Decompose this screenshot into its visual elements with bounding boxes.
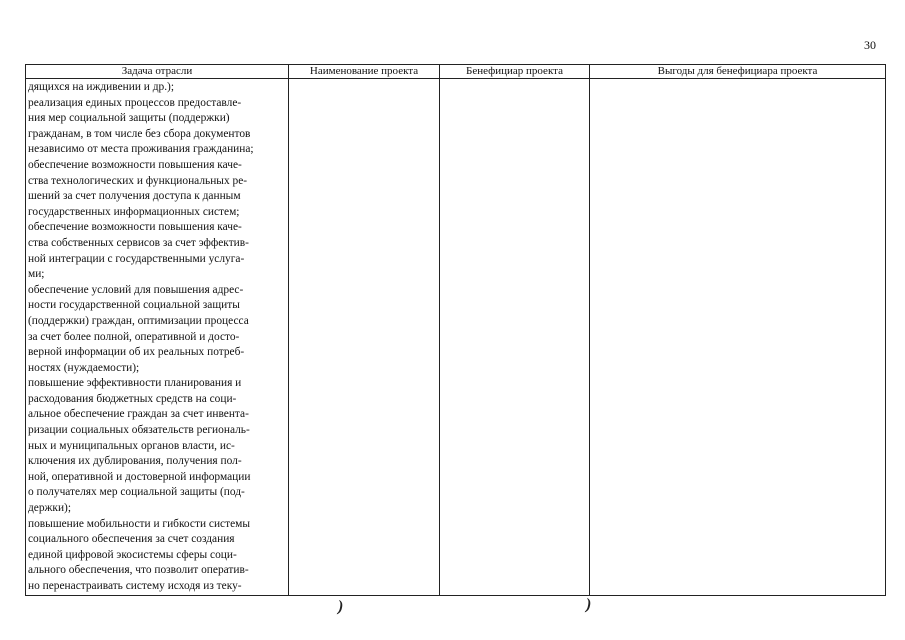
task-line: повышение мобильности и гибкости системы bbox=[28, 517, 250, 530]
task-line: шений за счет получения доступа к данным bbox=[28, 190, 241, 203]
task-line: (поддержки) граждан, оптимизации процесса bbox=[28, 314, 249, 327]
task-cell bbox=[26, 79, 289, 596]
table-header-row bbox=[26, 65, 886, 79]
task-line: альное обеспечение граждан за счет инвента- bbox=[28, 408, 249, 421]
header-project-name: Наименование проекта bbox=[289, 65, 440, 79]
task-line: ми; bbox=[28, 268, 45, 281]
task-line: независимо от места проживания гражданина; bbox=[28, 143, 254, 156]
scan-mark-left: ) bbox=[338, 598, 344, 615]
task-line: о получателях мер социальной защиты (под- bbox=[28, 486, 245, 499]
task-line: расходования бюджетных средств на соци- bbox=[28, 392, 237, 405]
task-line: верной информации об их реальных потреб- bbox=[28, 346, 245, 359]
task-line: дящихся на иждивении и др.); bbox=[28, 81, 175, 93]
header-benefits: Выгоды для бенефициара проекта bbox=[590, 65, 886, 79]
task-line: обеспечение условий для повышения адрес- bbox=[28, 283, 244, 296]
task-line: единой цифровой экосистемы сферы соци- bbox=[28, 548, 237, 561]
task-line: ности государственной социальной защиты bbox=[28, 299, 240, 312]
task-line: ключения их дублирования, получения пол- bbox=[28, 455, 242, 468]
task-line: повышение эффективности планирования и bbox=[28, 377, 242, 390]
task-line: ных и муниципальных органов власти, ис- bbox=[28, 439, 235, 452]
task-line: реализация единых процессов предоставле- bbox=[28, 96, 242, 109]
scan-mark-right: ) bbox=[586, 596, 592, 613]
task-line: ального обеспечения, что позволит оператив- bbox=[28, 564, 249, 577]
task-line: ства собственных сервисов за счет эффектив- bbox=[28, 236, 249, 249]
task-line: ния мер социальной защиты (поддержки) bbox=[28, 112, 230, 125]
task-line: за счет более полной, оперативной и досто- bbox=[28, 330, 240, 343]
task-line: гражданам, в том числе без сбора документов bbox=[28, 127, 251, 140]
project-name-cell bbox=[289, 79, 440, 596]
page-number: 30 bbox=[864, 38, 876, 52]
task-line: ства технологических и функциональных ре- bbox=[28, 174, 248, 187]
header-task: Задача отрасли bbox=[26, 65, 289, 79]
task-line: но перенастраивать систему исходя из теку- bbox=[28, 580, 242, 592]
task-line: ностях (нуждаемости); bbox=[28, 361, 140, 374]
benefits-cell bbox=[590, 79, 886, 596]
task-line: социального обеспечения за счет создания bbox=[28, 533, 235, 546]
header-beneficiary: Бенефициар проекта bbox=[440, 65, 590, 79]
task-line: ной, оперативной и достоверной информации bbox=[28, 470, 251, 483]
task-line: обеспечение возможности повышения каче- bbox=[28, 158, 242, 171]
task-line: держки); bbox=[28, 502, 72, 515]
task-text bbox=[28, 80, 286, 595]
project-table bbox=[25, 64, 886, 596]
table-row bbox=[26, 79, 886, 596]
task-line: обеспечение возможности повышения каче- bbox=[28, 221, 242, 234]
beneficiary-cell bbox=[440, 79, 590, 596]
task-line: ной интеграции с государственными услуга- bbox=[28, 252, 245, 265]
task-line: ризации социальных обязательств региональ- bbox=[28, 424, 250, 437]
task-line: государственных информационных систем; bbox=[28, 205, 240, 218]
